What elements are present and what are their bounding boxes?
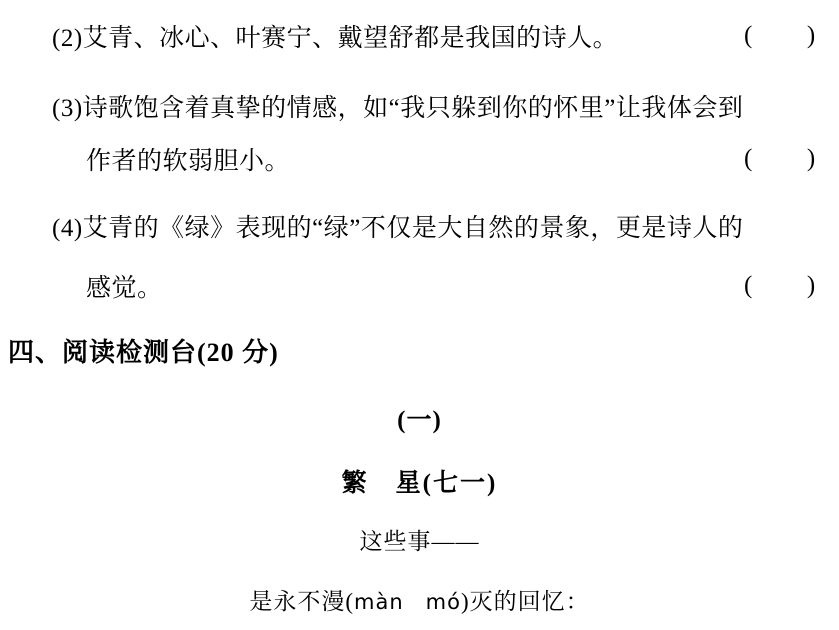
judgement-item-2: (2)艾青、冰心、叶赛宁、戴望舒都是我国的诗人。	[52, 25, 619, 52]
judgement-item-3: (3)诗歌饱含着真挚的情感，如“我只躲到你的怀里”让我体会到	[52, 95, 744, 122]
bracket-right: )	[806, 272, 816, 299]
passage-line-2-suffix: )灭的回忆：	[460, 589, 590, 614]
bracket-left: (	[744, 22, 753, 49]
bracket-right: )	[806, 145, 816, 172]
section-heading-four: 四、阅读检测台(20 分)	[8, 338, 279, 367]
passage-line-2	[0, 583, 839, 616]
answer-bracket-3[interactable]	[744, 145, 816, 173]
judgement-item-4: (4)艾青的《绿》表现的“绿”不仅是大自然的景象，更是诗人的	[52, 215, 744, 242]
answer-bracket-2[interactable]	[744, 22, 816, 50]
bracket-right: )	[806, 22, 816, 49]
passage-line-1: 这些事——	[359, 529, 480, 554]
judgement-item-4-continuation: 感觉。	[86, 275, 163, 302]
bracket-left: (	[744, 272, 753, 299]
bracket-left: (	[744, 145, 753, 172]
passage-title: 繁 星(七一)	[341, 470, 498, 497]
answer-bracket-4[interactable]	[744, 272, 816, 300]
passage-line-2-pinyin: màn mó	[354, 590, 461, 614]
passage-line-2-prefix: 是永不漫(	[249, 589, 355, 614]
passage-number: (一)	[397, 407, 442, 434]
judgement-item-3-continuation: 作者的软弱胆小。	[86, 148, 291, 175]
